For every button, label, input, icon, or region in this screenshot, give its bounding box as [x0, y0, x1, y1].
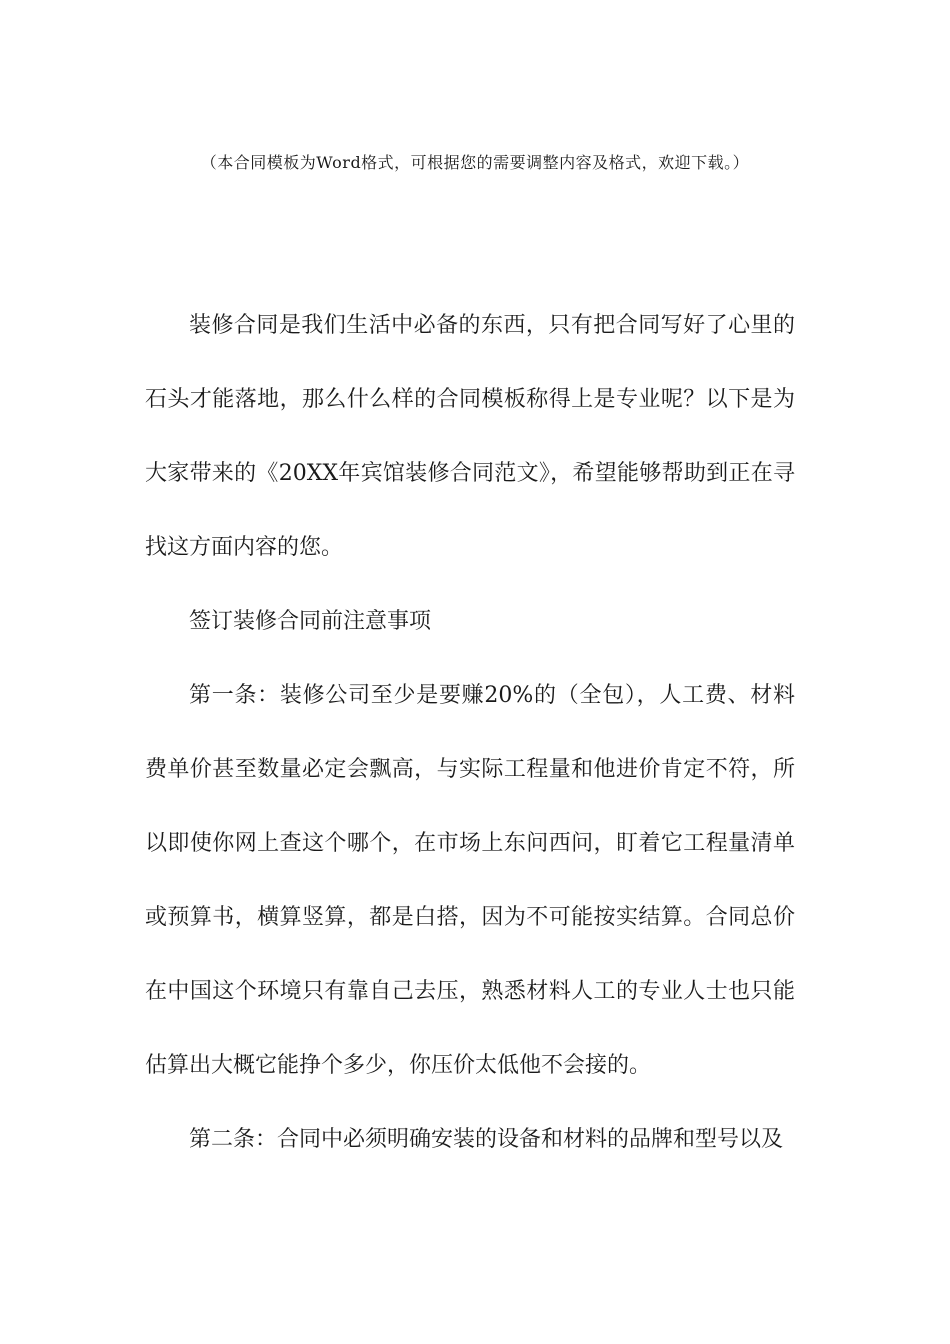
document-body — [145, 289, 795, 1177]
article-one-paragraph: 第一条：装修公司至少是要赚20%的（全包），人工费、材料费单价甚至数量必定会飘高，与实际工程量和他进价肯定不符，所以即使你网上查这个哪个，在市场上东问西问，盯着它工程量清单或预算书，横算竖算，都是白搭，因为不可能按实结算。合同总价在中国这个环境只有靠自己去压，熟悉材料人工的专业人士也只能估算出大概它能挣个多少，你压价太低他不会接的。 — [145, 683, 795, 1078]
intro-paragraph: 装修合同是我们生活中必备的东西，只有把合同写好了心里的石头才能落地，那么什么样的合同模板称得上是专业呢？以下是为大家带来的《20XX年宾馆装修合同范文》，希望能够帮助到正在寻找这方面内容的您。 — [145, 313, 795, 560]
section-heading: 签订装修合同前注意事项 — [189, 609, 432, 634]
article-two-paragraph: 第二条：合同中必须明确安装的设备和材料的品牌和型号以及 — [189, 1127, 784, 1152]
template-note: （本合同模板为Word格式，可根据您的需要调整内容及格式，欢迎下载。） — [200, 153, 750, 172]
